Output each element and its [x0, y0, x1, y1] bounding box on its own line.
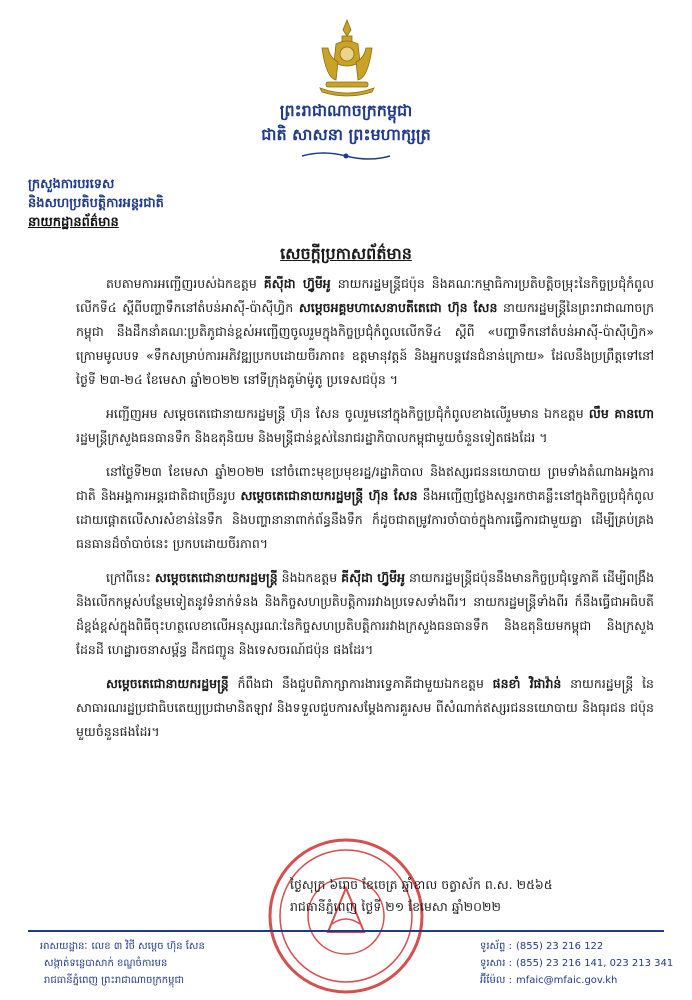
kingdom-motto: ជាតិ សាសនា ព្រះមហាក្សត្រ	[261, 125, 431, 144]
bold-name: គីស៊ីដា ហ្វ៊ូមីអូ	[341, 570, 406, 585]
footer-row	[40, 972, 310, 989]
paragraph-text: នឹងអញ្ជើញថ្លែងសុន្ទរកថាគន្លឹះនៅក្នុងកិច្ចប្រជុំកំពូល ដោយផ្តោតលើសារសំខាន់នៃទឹក និងបញ្ហានានាពាក់ព័ន្ធនឹងទឹក ក៏ដូចជាតម្រូវការចាំបាច់ក្នុងការធ្វើការជាមួយគ្នា ដើម្បីគ្រប់គ្រងធនធានដ៏ចាំបាច់នេះ ប្រកបដោយចីរភាព។	[76, 488, 655, 551]
ministry-subname: និងសហប្រតិបត្តិការអន្តរជាតិ	[28, 196, 164, 211]
paragraph-text: អញ្ជើញអម សម្តេចតេជោនាយករដ្ឋមន្ត្រី ហ៊ុន សែន ចូលរួមនៅក្នុងកិច្ចប្រជុំកំពូលខាងលើរួមមាន ឯកឧត្តម	[106, 406, 589, 421]
ministry-header	[28, 175, 278, 232]
paragraph-text: ក៏ពឹងជា នឹងជួបពិភាក្សាការងារទ្វេភាគីជាមួយឯកឧត្តម	[228, 676, 493, 691]
paragraph-text: នៅថ្ងៃទី២៣ ខែមេសា ឆ្នាំ២០២២ នៅចំពោះមុខប្រមុខរដ្ឋ/រដ្ឋាភិបាល និងឥស្សរជននយោបាយ ព្រមទាំងតំណាងអង្គការជាតិ និងអង្គការអន្តរជាតិជាច្រើនរូប	[76, 464, 654, 503]
footer-row	[480, 972, 680, 989]
footer-address	[40, 938, 310, 989]
document-title	[0, 243, 692, 267]
paragraph-text: នាយករដ្ឋមន្ត្រី នៃសាធារណរដ្ឋប្រជាធិបតេយ្យប្រជាមានិតឡាវ និងទទួលជួបការសម្តែងការគួរសម ពីសំណាក់ឥស្សរជននយោបាយ និងធុរជន ជប៉ុនមួយចំនួនផងដែរ។	[76, 676, 654, 739]
paragraph-p4	[76, 566, 654, 662]
footer-row	[480, 938, 680, 955]
paragraph-text: នាយករដ្ឋមន្ត្រីនៃព្រះរាជាណាចក្រកម្ពុជា នឹងដឹកនាំគណៈប្រតិភូជាន់ខ្ពស់អញ្ជើញចូលរួមក្នុងកិច្ចប្រជុំកំពូលលើកទី៤ ស្តីពី «បញ្ហាទឹកនៅតំបន់អាស៊ី-ប៉ាស៊ីហ្វិក» ក្រោមមូលបទ «ទឹកសម្រាប់ការអភិវឌ្ឍប្រកបដោយចីរភាព៖ ឧត្តមានុវត្តន៍ និងអ្នកបន្តវេនជំនាន់ក្រោយ» ដែលនឹងប្រព្រឹត្តទៅនៅថ្ងៃទី ២៣-២៤ ខែមេសា ឆ្នាំ២០២២ នៅទីក្រុងគូម៉ាម៉ូតូ ប្រទេសជប៉ុន ។	[76, 300, 654, 387]
kingdom-title: ព្រះរាជាណាចក្រកម្ពុជា	[279, 101, 413, 120]
footer-label: ទូរស័ព្ទ :	[480, 941, 512, 952]
paragraph-text: នាយករដ្ឋមន្ត្រីជប៉ុន និងគណៈកម្មាធិការប្រតិបត្តិចម្រុះនៃកិច្ចប្រជុំកំពូលលើកទី៤ ស្តីពីបញ្ហាទឹកនៅតំបន់អាស៊ី-ប៉ាស៊ីហ្វិក	[76, 276, 654, 315]
paragraph-p5	[76, 672, 654, 744]
bold-name: លឹម គានហោ	[588, 406, 654, 421]
footer-value: (855) 23 216 141, 023 213 341	[515, 958, 674, 969]
bold-name: គីស៊ីដា ហ្វ៊ូមីអូ	[263, 276, 331, 291]
bold-name: ផនខាំ វិផាវ៉ាន់	[492, 676, 562, 691]
lunar-date: ថ្ងៃសុក្រ ៦រោច ខែចេត្រ ឆ្នាំខាល ចត្វាស័ក ព.ស. ២៥៦៥	[290, 877, 553, 892]
footer-label: អ៊ីម៉ែល :	[480, 975, 512, 986]
footer-row	[40, 938, 310, 955]
ministry-name: ក្រសួងការបរទេស	[28, 177, 115, 192]
footer-value: (855) 23 216 122	[515, 941, 604, 952]
department-name: នាយកដ្ឋានព័ត៌មាន	[28, 215, 119, 230]
bold-name: សម្តេចអគ្គមហាសេនាបតីតេជោ ហ៊ុន សែន	[298, 300, 498, 315]
ornamental-divider-icon	[300, 150, 392, 162]
royal-coat-of-arms-icon	[316, 18, 378, 98]
bold-name: សម្តេចតេជោនាយករដ្ឋមន្ត្រី	[154, 570, 278, 585]
document-body	[76, 272, 654, 754]
paragraph-text: ក្រៅពីនេះ	[106, 570, 155, 585]
paragraph-p3	[76, 460, 654, 556]
footer-row	[40, 955, 310, 972]
footer-value: សង្កាត់ទន្លេបាសាក់ ខណ្ឌចំការមន	[44, 958, 168, 969]
paragraph-p2	[76, 402, 654, 450]
footer-divider	[28, 930, 664, 932]
dateline	[290, 874, 670, 918]
bold-name: សម្តេចតេជោនាយករដ្ឋមន្ត្រី	[106, 676, 229, 691]
footer-label: ទូរសារ :	[480, 958, 512, 969]
paragraph-text: រដ្ឋមន្ត្រីក្រសួងធនធានទឹក និងឧតុនិយម និងមន្ត្រីជាន់ខ្ពស់នៃរាជរដ្ឋាភិបាលកម្ពុជាមួយចំនួនទៀតផងដែរ ។	[76, 430, 548, 445]
footer-value[interactable]: mfaic@mfaic.gov.kh	[515, 975, 618, 986]
footer-value: រាជធានីភ្នំពេញ ព្រះរាជាណាចក្រកម្ពុជា	[44, 975, 184, 986]
footer-value: លេខ ៣ វិថី សម្តេច ហ៊ុន សែន	[91, 941, 205, 952]
footer-row	[480, 955, 680, 972]
bold-name: សម្តេចតេជោនាយករដ្ឋមន្ត្រី ហ៊ុន សែន	[240, 488, 418, 503]
document-title-text: សេចក្តីប្រកាសព័ត៌មាន	[280, 244, 412, 263]
gregorian-date: រាជធានីភ្នំពេញ ថ្ងៃទី ២១ ខែមេសា ឆ្នាំ២០២២	[290, 899, 501, 914]
paragraph-p1	[76, 272, 654, 392]
paragraph-text: និងឯកឧត្តម	[277, 570, 342, 585]
paragraph-text: នាយករដ្ឋមន្ត្រីជប៉ុននឹងមានកិច្ចប្រជុំទ្វេភាគី ដើម្បីពង្រឹង និងលើកកម្ពស់បន្ថែមទៀតនូវទំនាក់ទំនង និងកិច្ចសហប្រតិបត្តិការរវាងប្រទេសទាំងពីរ។ នាយករដ្ឋមន្ត្រីទាំងពីរ ក៏នឹងធ្វើជាអធិបតីដ៏ខ្ពង់ខ្ពស់ក្នុងពិធីចុះហត្ថលេខាលើអនុស្សរណៈនៃកិច្ចសហប្រតិបត្តិការរវាងក្រសួងធនធានទឹក និងឧតុនិយមកម្ពុជា និងក្រសួងដែនដី ហេដ្ឋារចនាសម្ព័ន្ធ ដឹកជញ្ជូន និងទេសចរណ៍ជប៉ុន ផងដែរ។	[76, 570, 655, 657]
footer-label: អាសយដ្ឋានៈ	[40, 941, 88, 952]
footer-contacts	[480, 938, 680, 989]
paragraph-text: តបតាមការអញ្ជើញរបស់ឯកឧត្តម	[106, 276, 264, 291]
